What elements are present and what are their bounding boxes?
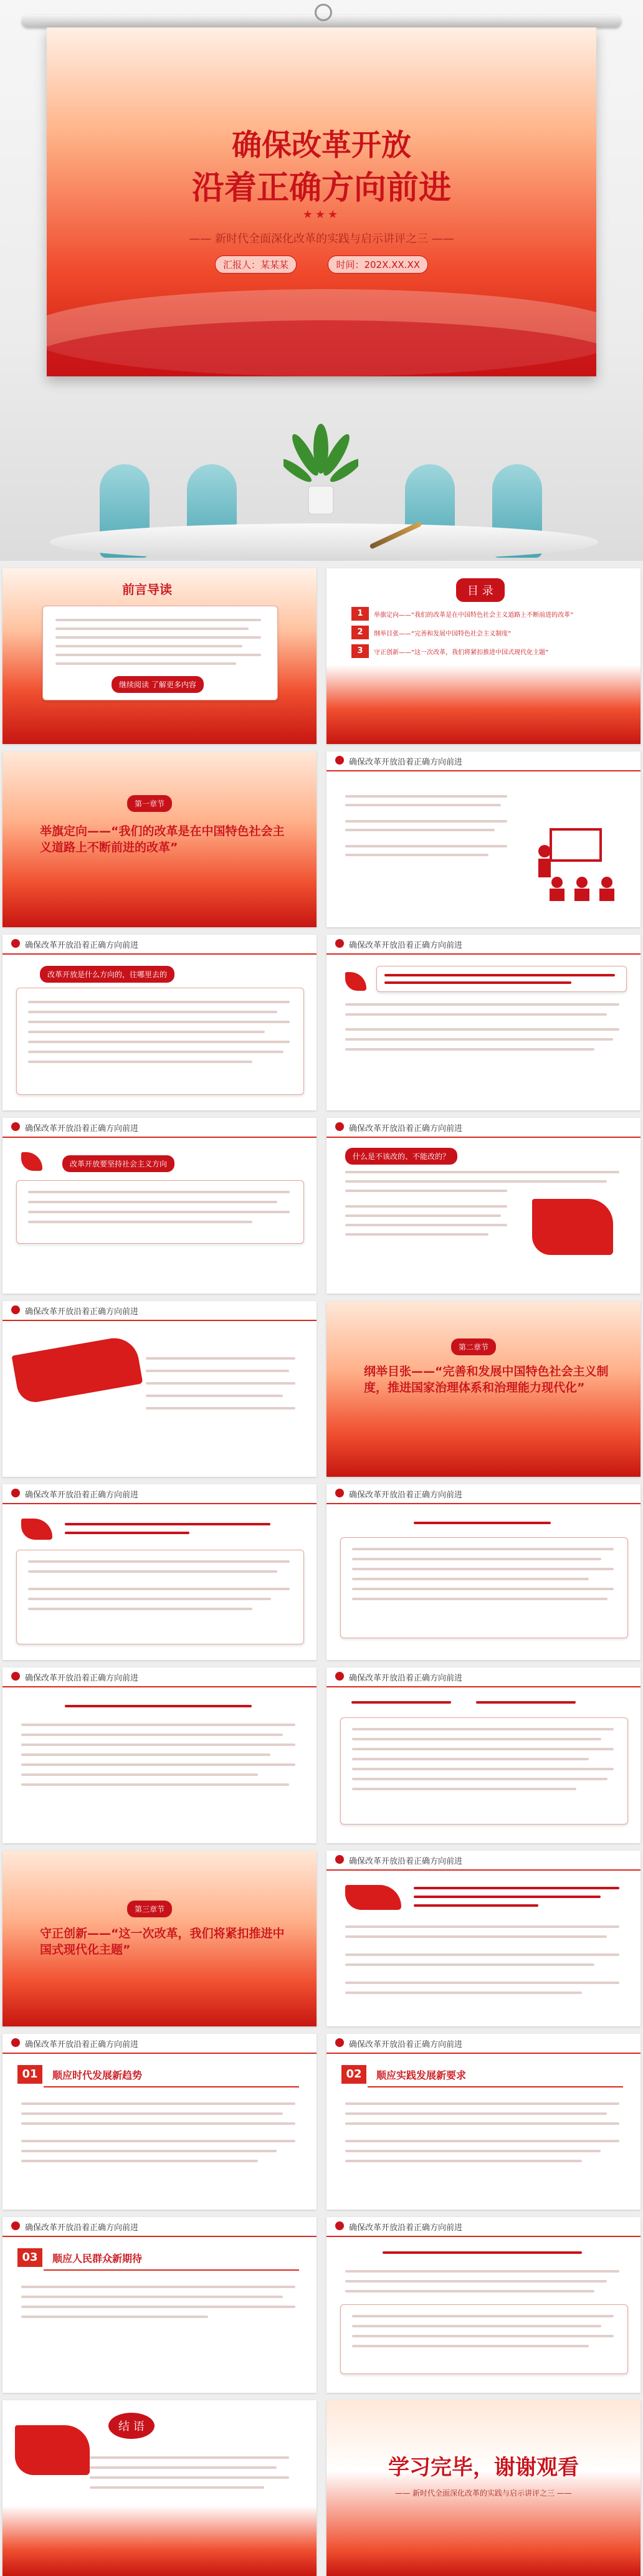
slide-chapter3: [2, 1851, 317, 2026]
emblem-icon: [335, 2221, 344, 2230]
closing-tag: 结 语: [108, 2413, 155, 2439]
slide-preface: [2, 568, 317, 744]
slide-content-10: [326, 1667, 641, 1843]
lecture-icon: [532, 826, 619, 907]
thanks-subtitle: —— 新时代全面深化改革的实践与启示讲评之三 ——: [395, 2489, 572, 2497]
toc-item-1[interactable]: 举旗定向——“我们的改革是在中国特色社会主义道路上不断前进的改革”: [374, 612, 574, 619]
emblem-icon: [335, 1855, 344, 1864]
slide-content-3: [326, 935, 641, 1110]
thanks-title: 学习完毕，谢谢观看: [388, 2455, 579, 2480]
hook-icon: [315, 4, 332, 21]
toc-title: 目 录: [456, 578, 505, 602]
slide-section-2: [326, 2034, 641, 2210]
toc-item-3[interactable]: 守正创新——“这一次改革，我们将紧扣推进中国式现代化主题”: [374, 649, 549, 656]
header-text: 确保改革开放沿着正确方向前进: [349, 1124, 463, 1133]
emblem-icon: [335, 756, 344, 765]
slide-content-11: [326, 1851, 641, 2026]
header-text: 确保改革开放沿着正确方向前进: [349, 941, 463, 950]
flag-icon: [345, 972, 366, 991]
cover-meta: [215, 255, 428, 274]
banner-b: 改革开放要坚持社会主义方向: [62, 1155, 174, 1172]
section-num: 01: [17, 2065, 42, 2084]
slide-content-8: [326, 1484, 641, 1660]
emblem-icon: [11, 939, 20, 948]
slide-chapter2: [326, 1301, 641, 1477]
header-text: 确保改革开放沿着正确方向前进: [25, 1307, 139, 1317]
toc-num: 3: [351, 644, 369, 658]
header-text: 确保改革开放沿着正确方向前进: [25, 1674, 139, 1683]
section-num: 02: [341, 2065, 366, 2084]
slide-content-6: [2, 1301, 317, 1477]
header-text: 确保改革开放沿着正确方向前进: [349, 1857, 463, 1866]
flag-icon: [345, 1885, 401, 1910]
slide-section-1: [2, 2034, 317, 2210]
cover-title-line1: 确保改革开放: [231, 128, 411, 163]
cover-title-line2: 沿着正确方向前进: [191, 169, 451, 207]
slide-content-9: [2, 1667, 317, 1843]
banner-a: 改革开放是什么方向的，往哪里去的: [40, 966, 174, 983]
flag-icon: [532, 1199, 613, 1255]
slide-content-7: [2, 1484, 317, 1660]
toc-item-2[interactable]: 纲举目张——“完善和发展中国特色社会主义制度”: [374, 631, 512, 637]
preface-textbox: [42, 606, 278, 700]
preface-title: 前言导读: [122, 582, 172, 597]
emblem-icon: [335, 2038, 344, 2047]
slide-toc: [326, 568, 641, 744]
slide-chapter1: [2, 751, 317, 927]
chapter3-title: 守正创新——“这一次改革，我们将紧扣推进中国式现代化主题”: [40, 1927, 285, 1957]
header-text: 确保改革开放沿着正确方向前进: [349, 758, 463, 767]
flag-icon: [21, 1519, 52, 1540]
chapter2-tag: 第二章节: [451, 1338, 496, 1355]
emblem-icon: [11, 2038, 20, 2047]
preface-button[interactable]: 继续阅读 了解更多内容: [112, 676, 204, 693]
header-text: 确保改革开放沿着正确方向前进: [25, 1124, 139, 1133]
reporter-label: 汇报人：某某某: [215, 255, 297, 274]
emblem-icon: [11, 1672, 20, 1681]
emblem-icon: [335, 1122, 344, 1131]
toc-num: 2: [351, 626, 369, 639]
header-text: 确保改革开放沿着正确方向前进: [25, 1491, 139, 1500]
emblem-icon: [11, 1122, 20, 1131]
emblem-icon: [335, 1672, 344, 1681]
emblem-icon: [335, 1489, 344, 1497]
emblem-icon: [11, 2221, 20, 2230]
slide-closing: [2, 2400, 317, 2576]
emblem-icon: [11, 1489, 20, 1497]
toc-num: 1: [351, 607, 369, 621]
header-text: 确保改革开放沿着正确方向前进: [349, 1491, 463, 1500]
projector-screen: [47, 27, 596, 376]
flag-icon: [12, 1334, 143, 1405]
chapter1-title: 举旗定向——“我们的改革是在中国特色社会主义道路上不断前进的改革”: [40, 824, 285, 854]
question-banner: 什么是不该改的、不能改的？: [345, 1148, 457, 1165]
date-label: 时间：202X.XX.XX: [328, 255, 428, 274]
slide-thanks: [326, 2400, 641, 2576]
slide-content-12: [326, 2217, 641, 2393]
flag-icon: [15, 2425, 90, 2475]
conference-table: [50, 523, 598, 561]
flag-icon: [21, 1152, 42, 1171]
chapter2-title: 纲举目张——“完善和发展中国特色社会主义制度，推进国家治理体系和治理能力现代化”: [364, 1365, 609, 1395]
header-text: 确保改革开放沿着正确方向前进: [349, 2040, 463, 2049]
header-text: 确保改革开放沿着正确方向前进: [25, 2040, 139, 2049]
section-num: 03: [17, 2248, 42, 2267]
chapter1-tag: 第一章节: [127, 795, 172, 812]
emblem-icon: [335, 939, 344, 948]
cover-slide: [0, 0, 643, 561]
emblem-icon: [11, 1305, 20, 1314]
header-text: 确保改革开放沿着正确方向前进: [25, 941, 139, 950]
slide-content-5: [326, 1118, 641, 1294]
section-title-1: 顺应时代发展新趋势: [52, 2069, 143, 2081]
cover-subtitle: —— 新时代全面深化改革的实践与启示讲评之三 ——: [189, 232, 454, 246]
header-text: 确保改革开放沿着正确方向前进: [25, 2223, 139, 2233]
section-title-2: 顺应实践发展新要求: [376, 2069, 467, 2081]
slide-section-3: [2, 2217, 317, 2393]
plant-icon: [283, 411, 358, 517]
chapter3-tag: 第三章节: [127, 1901, 172, 1917]
stars-icon: ★★★: [302, 208, 341, 221]
slide-content-1: [326, 751, 641, 927]
section-title-3: 顺应人民群众新期待: [52, 2253, 143, 2264]
header-text: 确保改革开放沿着正确方向前进: [349, 2223, 463, 2233]
header-text: 确保改革开放沿着正确方向前进: [349, 1674, 463, 1683]
slide-content-4: [2, 1118, 317, 1294]
slide-content-2: [2, 935, 317, 1110]
